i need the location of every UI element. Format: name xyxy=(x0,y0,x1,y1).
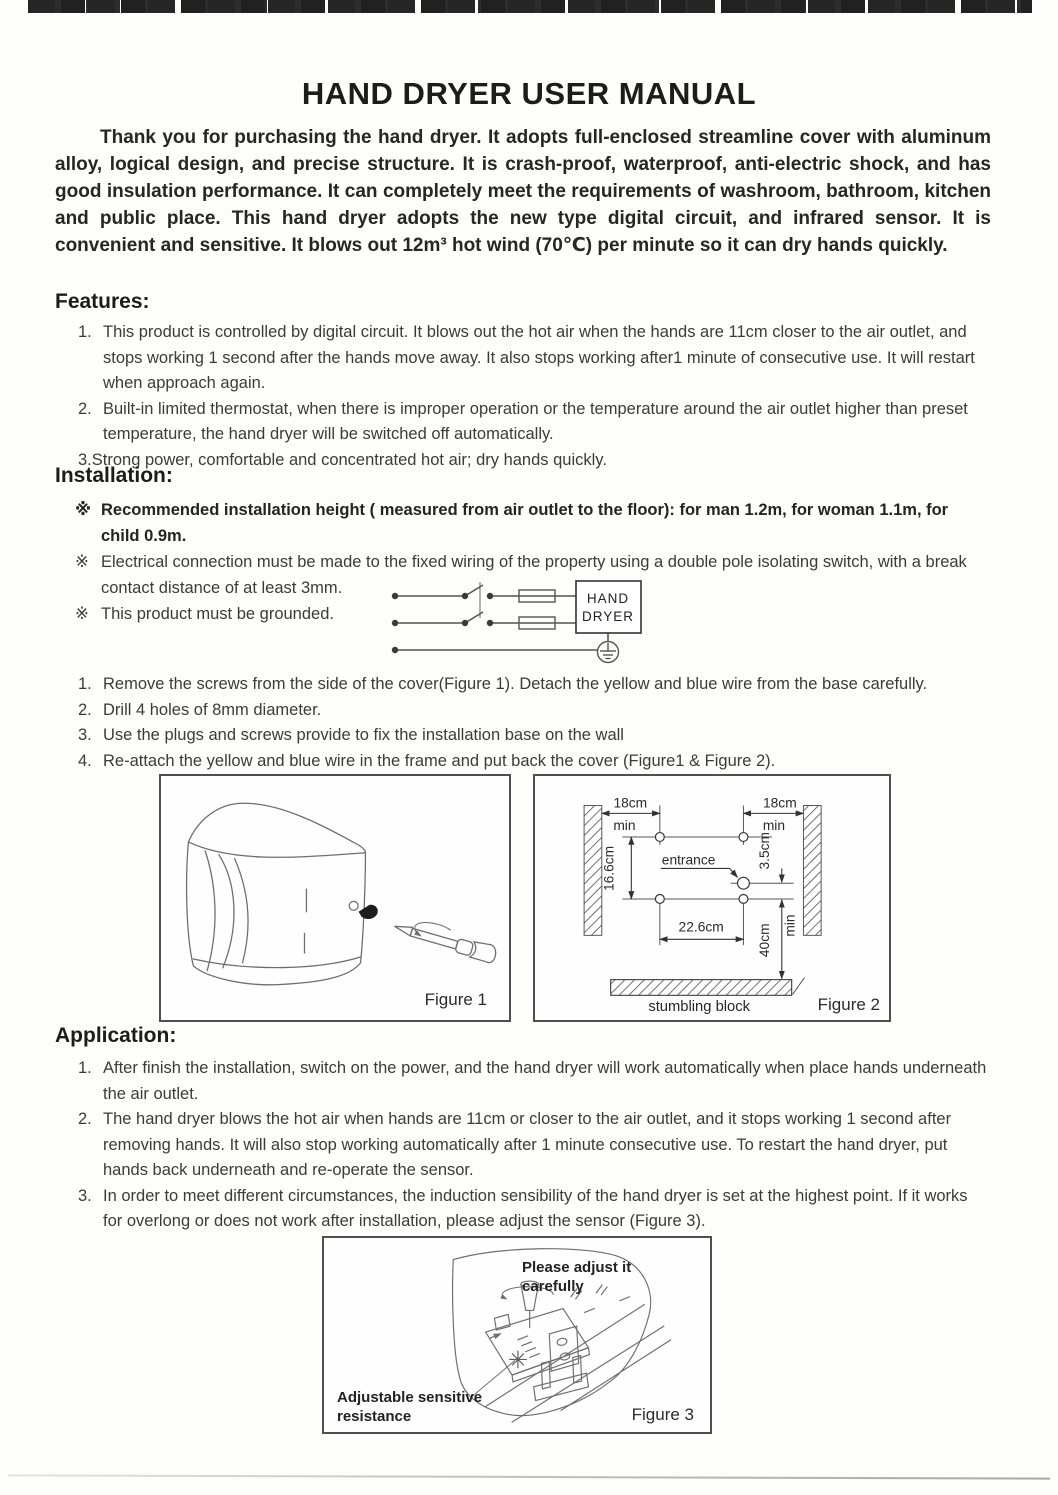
mounting-bracket xyxy=(534,1326,589,1400)
installation-note xyxy=(75,498,983,549)
reference-mark: ※ xyxy=(75,605,89,623)
application-text: The hand dryer blows the hot air when hands are 11cm or closer to the air outlet, and it stops working 1 second after removing hands. It will also stop working automatically after 1 minute consecutive use. To restart the hand dryer, put hands back underneath and re-operate the sensor. xyxy=(103,1110,952,1179)
feature-text: Built-in limited thermostat, when there is improper operation or the temperature around the air outlet higher than preset temperature, the hand dryer will be switched off automatically. xyxy=(103,399,968,443)
list-number: 2. xyxy=(78,399,92,418)
feature-item xyxy=(78,397,984,448)
features-heading: Features: xyxy=(55,290,150,313)
feature-text: This product is controlled by digital circuit. It blows out the hot air when the hands are 11cm closer to the air outlet, and stops working 1 second after the hands move away. It also stops working after1 minute of consecutive use. It will restart when approach again. xyxy=(103,323,975,392)
installation-heading: Installation: xyxy=(55,464,173,487)
application-text: After finish the installation, switch on the power, and the hand dryer will work automatically when place hands underneath the air outlet. xyxy=(103,1059,987,1103)
step-item xyxy=(78,723,1008,749)
wiring-diagram xyxy=(383,577,649,673)
stumbling-block xyxy=(611,980,792,996)
feature-item xyxy=(78,320,984,397)
application-item xyxy=(78,1056,990,1107)
feature-text: Strong power, comfortable and concentrated hot air; dry hands quickly. xyxy=(91,450,607,469)
scan-edge-line xyxy=(8,1474,1050,1479)
figure-caption: Figure 2 xyxy=(817,995,880,1014)
application-list xyxy=(78,1056,990,1235)
application-heading: Application: xyxy=(55,1024,177,1047)
scan-noise-band xyxy=(28,0,1032,13)
screw-icon xyxy=(359,905,378,919)
list-number: 3. xyxy=(78,1186,92,1205)
intro-paragraph: Thank you for purchasing the hand dryer. It adopts full-enclosed streamline cover with aluminum alloy, logical design, and precise structure. It is crash-proof, waterproof, anti-electric shock, and has good insulation performance. It can completely meet the requirements of washroom, bathroom, kitchen and public place. This hand dryer adopts the new type digital circuit, and infrared sensor. It is convenient and sensitive. It blows out 12m³ hot wind (70℃) per minute so it can dry hands quickly. xyxy=(55,127,991,256)
reference-mark: ※ xyxy=(75,501,92,519)
feature-item xyxy=(78,448,984,474)
screwdriver-icon xyxy=(392,913,499,964)
dim-label-left-min: min xyxy=(613,818,636,834)
hand-dryer-sketch xyxy=(161,776,505,1016)
application-item xyxy=(78,1184,990,1235)
right-wall xyxy=(803,806,821,936)
reference-mark: ※ xyxy=(75,553,89,571)
step-text: Use the plugs and screws provide to fix the installation base on the wall xyxy=(103,726,624,744)
list-number: 4. xyxy=(78,751,92,770)
left-wall xyxy=(584,806,602,936)
dim-label-offset: 3.5cm xyxy=(757,832,773,870)
step-text: Re-attach the yellow and blue wire in the frame and put back the cover (Figure1 & Figure 2). xyxy=(103,751,776,770)
device-label-line2: DRYER xyxy=(581,609,635,624)
step-text: Drill 4 holes of 8mm diameter. xyxy=(103,700,322,719)
dim-label-floor-min: min xyxy=(782,914,798,937)
step-item xyxy=(78,672,1008,698)
list-number: 3. xyxy=(78,726,92,744)
list-number: 1. xyxy=(78,323,92,341)
installation-steps xyxy=(78,672,1008,774)
list-number: 2. xyxy=(78,1110,92,1128)
stumbling-block-label: stumbling block xyxy=(648,999,751,1016)
note-text: Recommended installation height ( measured from air outlet to the floor): for man 1.2m, for woman 1.1m, for child 0.9m. xyxy=(101,501,949,545)
dim-label-height: 16.6cm xyxy=(601,845,617,892)
dim-label-right-width: 18cm xyxy=(763,795,797,811)
application-text: In order to meet different circumstances, the induction sensibility of the hand dryer is set at the highest point. If it works for overlong or does not work after installation, please adjust the sensor (Figure 3). xyxy=(103,1186,968,1230)
dim-label-bottom-width: 22.6cm xyxy=(678,919,724,935)
resistance-label: Adjustable sensitive resistance xyxy=(337,1389,483,1425)
installation-dimensions-drawing xyxy=(535,776,885,1016)
step-text: Remove the screws from the side of the cover(Figure 1). Detach the yellow and blue wire from the base carefully. xyxy=(103,675,928,693)
fuse-symbols xyxy=(519,590,555,629)
figure-3 xyxy=(322,1236,712,1434)
step-item xyxy=(78,749,1008,775)
list-number: 1. xyxy=(78,675,92,693)
features-list xyxy=(78,320,984,473)
figure-1 xyxy=(159,774,511,1022)
dim-label-right-min: min xyxy=(762,818,786,834)
figure-2 xyxy=(533,774,891,1022)
note-text: This product must be grounded. xyxy=(101,605,334,623)
step-item xyxy=(78,698,1008,724)
dim-label-left-width: 18cm xyxy=(613,795,648,811)
list-number: 3. xyxy=(78,450,92,469)
dimension-lines xyxy=(602,813,804,978)
hand-dryer-box xyxy=(576,581,641,633)
device-label-line1: HAND xyxy=(586,591,630,606)
note-text: Electrical connection must be made to the fixed wiring of the property using a double pole isolating switch, with a break contact distance of at least 3mm. xyxy=(101,553,967,597)
page-title: HAND DRYER USER MANUAL xyxy=(301,76,757,111)
adjust-note: Please adjust it carefully xyxy=(522,1259,632,1295)
ground-symbol-icon xyxy=(598,642,619,663)
figure-caption: Figure 3 xyxy=(631,1405,694,1424)
list-number: 1. xyxy=(78,1059,92,1077)
list-number: 2. xyxy=(78,700,92,719)
entrance-hole xyxy=(738,877,750,889)
dim-label-floor: 40cm xyxy=(757,923,773,958)
adjustable-resistor xyxy=(509,1351,527,1369)
entrance-label: entrance xyxy=(661,852,716,868)
application-item xyxy=(78,1107,990,1184)
figure-caption: Figure 1 xyxy=(424,990,487,1009)
